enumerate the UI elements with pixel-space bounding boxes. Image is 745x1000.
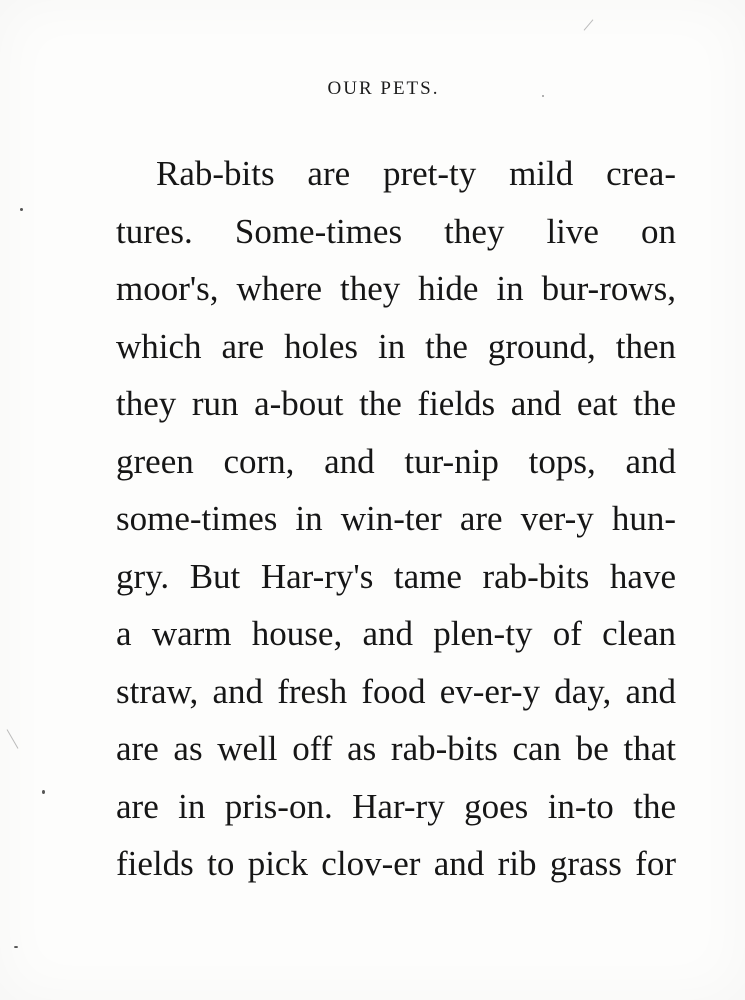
scan-speck xyxy=(20,208,23,211)
text-line: green corn, and tur-nip tops, and xyxy=(116,441,676,481)
running-head: OUR PETS. xyxy=(327,78,440,99)
text-line: moor's, where they hide in bur-rows, xyxy=(116,269,676,308)
scan-speck xyxy=(542,95,544,97)
text-line: are in pris-on. Har-ry goes in-to the xyxy=(116,786,676,826)
text-line: they run a-bout the fields and eat the xyxy=(116,384,676,423)
scan-speck xyxy=(14,946,18,948)
text-line: straw, and fresh food ev-er-y day, and xyxy=(116,671,676,711)
body-text xyxy=(116,145,676,893)
text-line: some-times in win-ter are ver-y hun- xyxy=(116,499,676,538)
scan-speck xyxy=(42,790,45,794)
text-line: Rab-bits are pret-ty mild crea- xyxy=(156,154,676,193)
scan-mark xyxy=(7,729,19,749)
text-line: fields to pick clov-er and rib grass for xyxy=(116,844,676,883)
text-line: which are holes in the ground, then xyxy=(116,326,676,366)
text-line: tures. Some-times they live on xyxy=(116,211,676,251)
text-line: gry. But Har-ry's tame rab-bits have xyxy=(116,556,676,596)
scan-mark xyxy=(584,19,594,30)
text-line: a warm house, and plen-ty of clean xyxy=(116,614,676,653)
text-line: are as well off as rab-bits can be that xyxy=(116,729,676,768)
